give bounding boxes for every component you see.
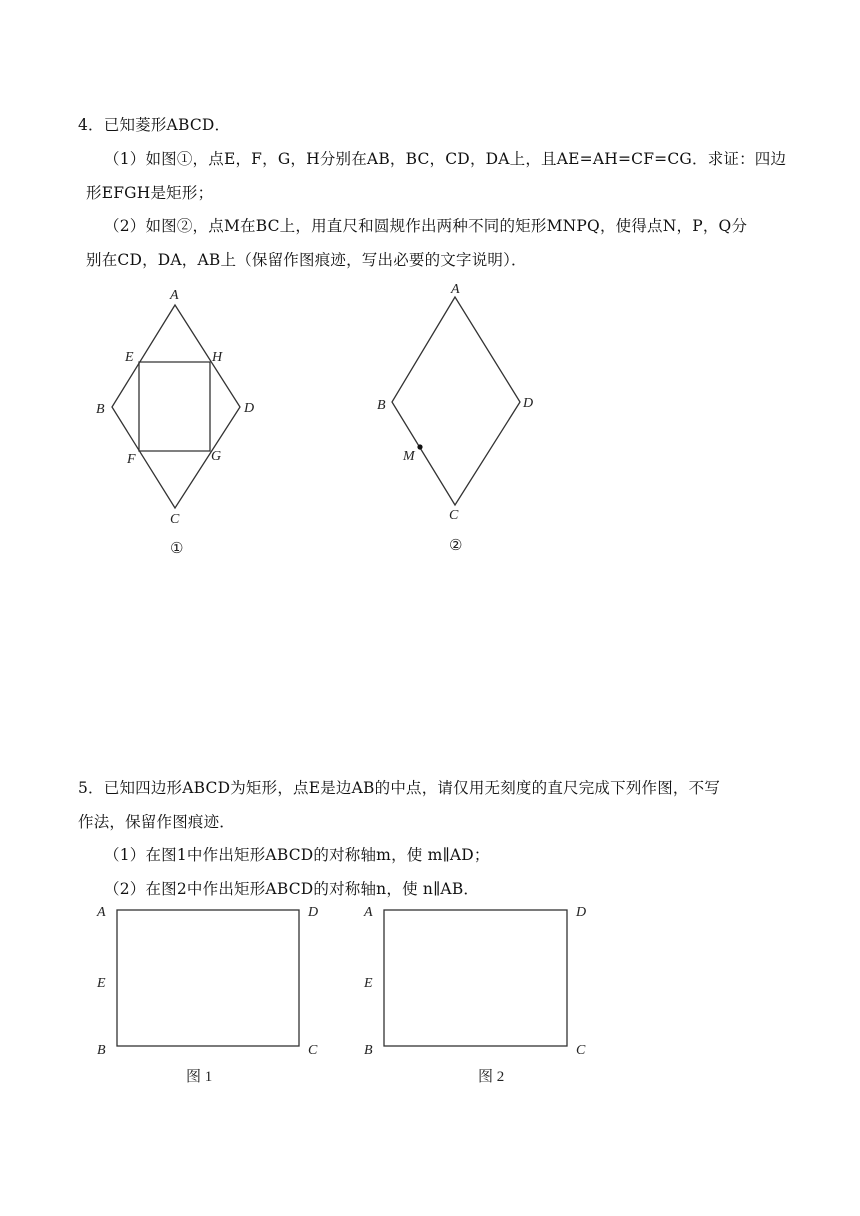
label-m: M xyxy=(403,449,415,464)
p5-fig2-label-a: A xyxy=(364,905,373,920)
problem4-part2-line2: 别在CD，DA，AB上（保留作图痕迹，写出必要的文字说明）． xyxy=(86,251,527,269)
rectangle-efgh xyxy=(139,362,210,451)
problem4-title: 4．已知菱形ABCD． xyxy=(78,116,231,134)
label-d: D xyxy=(244,401,255,416)
p5-figure-2-caption: 图 2 xyxy=(478,1069,505,1085)
label-d-2: D xyxy=(523,396,534,411)
p5-figure-1-caption: 图 1 xyxy=(186,1069,213,1085)
label-b: B xyxy=(96,402,105,417)
point-m xyxy=(417,444,422,449)
label-a: A xyxy=(170,288,179,303)
p5-fig1-label-d: D xyxy=(308,905,319,920)
label-a-2: A xyxy=(451,282,460,297)
rectangle-abcd-fig1 xyxy=(117,910,299,1046)
p5-fig1-label-a: A xyxy=(97,905,106,920)
problem4-part1-line2: 形EFGH是矩形； xyxy=(86,184,214,202)
problem5-title-line2: 作法，保留作图痕迹． xyxy=(78,813,236,831)
label-c-2: C xyxy=(449,508,459,523)
problem5-part1: （1）在图1中作出矩形ABCD的对称轴m，使 m∥AD； xyxy=(104,846,490,864)
p5-fig1-label-b: B xyxy=(97,1043,106,1058)
figure-2-caption: ② xyxy=(449,538,463,554)
label-h: H xyxy=(212,350,223,365)
rectangle-abcd-fig2 xyxy=(384,910,567,1046)
label-g: G xyxy=(211,449,222,464)
label-c: C xyxy=(170,512,180,527)
p5-fig2-label-d: D xyxy=(576,905,587,920)
p5-fig2-label-b: B xyxy=(364,1043,373,1058)
label-f: F xyxy=(127,452,136,467)
p5-fig1-label-e: E xyxy=(97,976,106,991)
p5-fig2-label-e: E xyxy=(364,976,373,991)
figure-1-caption: ① xyxy=(170,541,184,557)
p5-fig1-label-c: C xyxy=(308,1043,318,1058)
problem5-title-line1: 5．已知四边形ABCD为矩形，点E是边AB的中点，请仅用无刻度的直尺完成下列作图，不写 xyxy=(78,779,721,797)
problem5-part2: （2）在图2中作出矩形ABCD的对称轴n，使 n∥AB． xyxy=(104,880,480,898)
problem4-part2-line1: （2）如图②，点M在BC上，用直尺和圆规作出两种不同的矩形MNPQ，使得点N，P，Q分 xyxy=(104,217,748,235)
rhombus-abcd-2 xyxy=(392,297,520,505)
p5-fig2-label-c: C xyxy=(576,1043,586,1058)
rhombus-abcd xyxy=(112,305,240,508)
problem4-part1-line1: （1）如图①，点E，F，G，H分别在AB，BC，CD，DA上，且AE=AH=CF=CG．求证：四边 xyxy=(104,150,787,168)
label-e: E xyxy=(125,350,134,365)
label-b-2: B xyxy=(377,398,386,413)
